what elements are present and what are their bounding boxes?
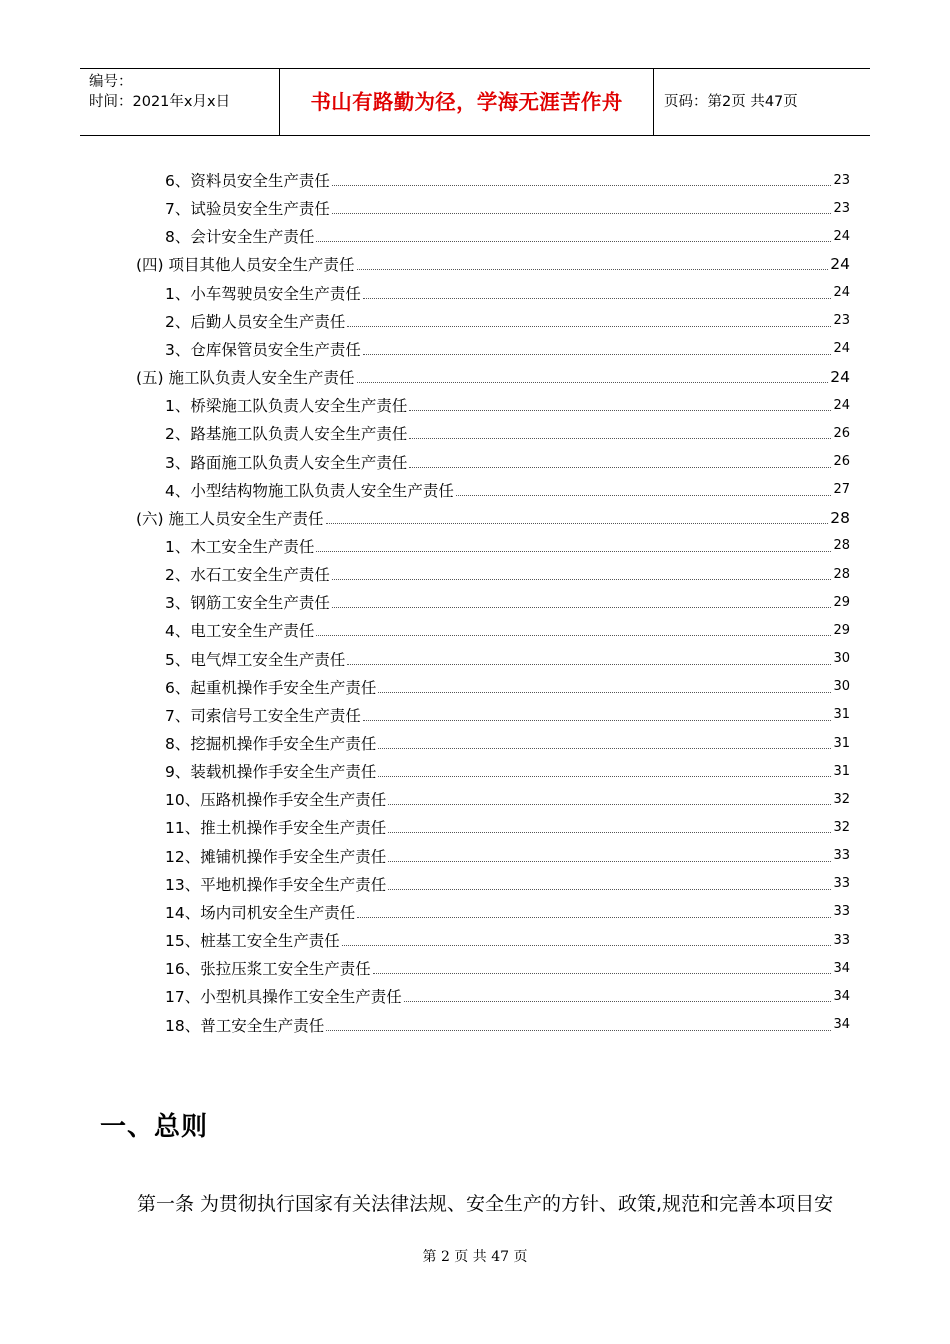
toc-dot-leader: [357, 268, 829, 270]
toc-entry[interactable]: [165, 616, 850, 644]
toc-entry-label: 9、装载机操作手安全生产责任: [165, 763, 377, 782]
toc-entry-page-number: 28: [833, 566, 850, 582]
toc-dot-leader: [409, 409, 831, 411]
toc-dot-leader: [388, 803, 831, 805]
toc-entry-label: 2、路基施工队负责人安全生产责任: [165, 425, 408, 444]
toc-entry-label: (六) 施工人员安全生产责任: [136, 509, 324, 528]
toc-entry-page-number: 26: [833, 425, 850, 441]
toc-dot-leader: [342, 944, 832, 946]
toc-dot-leader: [388, 831, 831, 833]
toc-entry[interactable]: [165, 1011, 850, 1039]
toc-dot-leader: [378, 747, 831, 749]
toc-dot-leader: [316, 240, 831, 242]
toc-entry[interactable]: [165, 982, 850, 1010]
toc-entry[interactable]: [165, 279, 850, 307]
page-footer: 第 2 页 共 47 页: [422, 1249, 528, 1265]
toc-entry-page-number: 28: [833, 538, 850, 554]
section-heading: 一、总则: [100, 1112, 209, 1142]
toc-entry[interactable]: [165, 588, 850, 616]
toc-dot-leader: [326, 1029, 831, 1031]
toc-entry-page-number: 33: [833, 848, 850, 864]
toc-entry-label: 12、摊铺机操作手安全生产责任: [165, 847, 387, 866]
toc-entry-page-number: 30: [833, 651, 850, 667]
toc-dot-leader: [347, 663, 831, 665]
toc-entry[interactable]: [136, 363, 850, 391]
body-paragraph: 第一条 为贯彻执行国家有关法律法规、安全生产的方针、政策,规范和完善本项目安: [137, 1193, 834, 1215]
toc-entry-page-number: 24: [830, 368, 850, 387]
toc-entry-page-number: 23: [833, 313, 850, 329]
toc-entry-page-number: 33: [833, 932, 850, 948]
toc-dot-leader: [378, 775, 831, 777]
toc-entry[interactable]: [165, 476, 850, 504]
toc-entry-page-number: 30: [833, 679, 850, 695]
toc-entry-label: 16、张拉压浆工安全生产责任: [165, 960, 371, 979]
toc-entry[interactable]: [165, 701, 850, 729]
toc-entry[interactable]: [165, 166, 850, 194]
document-time-label: 时间：2021年x月x日: [89, 94, 231, 110]
toc-dot-leader: [332, 606, 832, 608]
toc-dot-leader: [409, 437, 831, 439]
document-number-label: 编号：: [89, 74, 133, 90]
toc-entry[interactable]: [165, 898, 850, 926]
toc-entry-page-number: 24: [830, 255, 850, 274]
toc-dot-leader: [332, 212, 832, 214]
toc-entry-label: 11、推土机操作手安全生产责任: [165, 819, 387, 838]
toc-entry-page-number: 26: [833, 454, 850, 469]
toc-entry-label: 14、场内司机安全生产责任: [165, 903, 356, 922]
toc-entry-label: 6、资料员安全生产责任: [165, 172, 330, 190]
toc-entry-page-number: 28: [830, 508, 850, 527]
toc-dot-leader: [332, 578, 832, 580]
header-motto: 书山有路勤为径，学海无涯苦作舟: [280, 69, 654, 135]
toc-entry-page-number: 34: [833, 960, 850, 976]
toc-dot-leader: [316, 550, 831, 552]
toc-entry-page-number: 32: [833, 819, 850, 835]
toc-entry[interactable]: [165, 785, 850, 813]
toc-entry[interactable]: [165, 222, 850, 250]
toc-entry-label: 7、试验员安全生产责任: [165, 200, 330, 219]
toc-entry-label: 17、小型机具操作工安全生产责任: [165, 988, 402, 1007]
toc-entry-label: 6、起重机操作手安全生产责任: [165, 678, 377, 697]
toc-entry[interactable]: [136, 250, 850, 278]
toc-dot-leader: [363, 719, 832, 721]
toc-entry-page-number: 34: [833, 988, 850, 1004]
toc-entry[interactable]: [165, 532, 850, 560]
toc-entry-page-number: 31: [833, 763, 850, 779]
toc-entry-page-number: 24: [833, 341, 850, 357]
toc-dot-leader: [347, 325, 831, 327]
toc-entry-label: 1、小车驾驶员安全生产责任: [165, 284, 361, 303]
toc-entry-label: 8、挖掘机操作手安全生产责任: [165, 735, 377, 753]
toc-entry-label: 3、路面施工队负责人安全生产责任: [165, 453, 408, 472]
toc-entry[interactable]: [165, 419, 850, 447]
toc-entry-label: (四) 项目其他人员安全生产责任: [136, 256, 355, 275]
toc-entry[interactable]: [165, 954, 850, 982]
toc-dot-leader: [388, 888, 831, 890]
toc-entry[interactable]: [165, 870, 850, 898]
toc-dot-leader: [378, 691, 831, 693]
toc-entry-page-number: 23: [833, 200, 850, 216]
toc-dot-leader: [326, 522, 829, 524]
header-page-info: 页码：第2页 共47页: [664, 94, 798, 110]
toc-dot-leader: [373, 972, 832, 974]
header-meta: [80, 69, 280, 135]
toc-dot-leader: [357, 381, 829, 383]
toc-entry-label: 18、普工安全生产责任: [165, 1016, 325, 1035]
toc-entry-label: 4、小型结构物施工队负责人安全生产责任: [165, 481, 454, 500]
toc-dot-leader: [357, 916, 831, 918]
toc-dot-leader: [456, 494, 832, 496]
toc-entry[interactable]: [165, 926, 850, 954]
toc-entry[interactable]: [165, 673, 850, 701]
toc-entry-page-number: 31: [833, 735, 850, 751]
toc-dot-leader: [363, 297, 832, 299]
toc-entry-page-number: 33: [833, 876, 850, 892]
toc-entry-page-number: 29: [833, 622, 850, 638]
toc-entry-label: 2、后勤人员安全生产责任: [165, 312, 346, 331]
toc-entry-page-number: 29: [833, 594, 850, 610]
toc-dot-leader: [332, 184, 832, 186]
toc-entry-page-number: 33: [833, 904, 850, 920]
toc-entry-label: (五) 施工队负责人安全生产责任: [136, 369, 355, 388]
toc-entry[interactable]: [165, 194, 850, 222]
toc-entry-page-number: 24: [833, 397, 850, 413]
page-header: [80, 68, 870, 136]
toc-entry-label: 1、桥梁施工队负责人安全生产责任: [165, 397, 408, 416]
toc-entry[interactable]: [165, 842, 850, 870]
toc-entry-page-number: 24: [833, 285, 850, 301]
toc-entry-label: 2、水石工安全生产责任: [165, 566, 330, 585]
toc-entry-label: 7、司索信号工安全生产责任: [165, 706, 361, 725]
toc-entry-label: 4、电工安全生产责任: [165, 622, 315, 641]
toc-entry-page-number: 32: [833, 791, 850, 807]
toc-dot-leader: [409, 466, 831, 468]
toc-dot-leader: [388, 860, 831, 862]
toc-entry[interactable]: [165, 335, 850, 363]
toc-entry-page-number: 34: [833, 1017, 850, 1032]
toc-entry[interactable]: [165, 645, 850, 673]
toc-entry-page-number: 23: [833, 172, 850, 188]
toc-entry-label: 1、木工安全生产责任: [165, 537, 315, 556]
toc-entry[interactable]: [165, 729, 850, 757]
toc-entry[interactable]: [165, 307, 850, 335]
toc-entry[interactable]: [165, 560, 850, 588]
toc-entry[interactable]: [165, 448, 850, 476]
toc-entry[interactable]: [165, 813, 850, 841]
toc-entry-page-number: 24: [833, 228, 850, 244]
toc-dot-leader: [404, 1000, 832, 1002]
toc-entry-label: 5、电气焊工安全生产责任: [165, 650, 346, 669]
toc-entry-label: 3、仓库保管员安全生产责任: [165, 340, 361, 359]
toc-entry-label: 10、压路机操作手安全生产责任: [165, 791, 387, 810]
toc-entry-page-number: 31: [833, 707, 850, 723]
toc-entry-label: 13、平地机操作手安全生产责任: [165, 875, 387, 894]
toc-entry[interactable]: [165, 391, 850, 419]
toc-entry[interactable]: [165, 757, 850, 785]
toc-entry-label: 8、会计安全生产责任: [165, 228, 315, 247]
toc-entry-label: 15、桩基工安全生产责任: [165, 932, 340, 951]
toc-entry[interactable]: [136, 504, 850, 532]
toc-entry-page-number: 27: [833, 482, 850, 498]
toc-dot-leader: [363, 353, 832, 355]
toc-dot-leader: [316, 634, 831, 636]
toc-entry-label: 3、钢筋工安全生产责任: [165, 594, 330, 613]
